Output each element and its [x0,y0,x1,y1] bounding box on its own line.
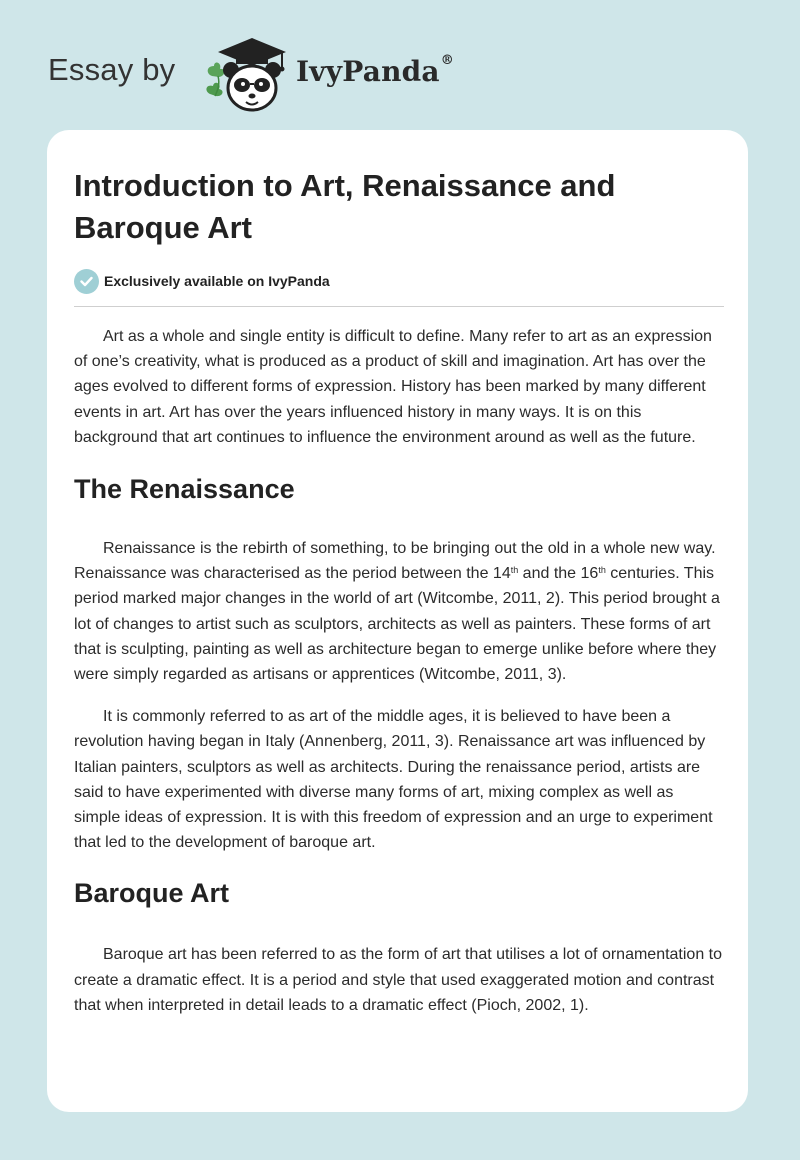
divider [74,306,724,307]
site-header [48,34,508,114]
registered-mark: ® [440,53,454,68]
baroque-paragraph-1: Baroque art has been referred to as the form of art that utilises a lot of ornamentation to create a dramatic effect. It is a period and style that used exaggerated motion and contrast that when interpreted in detail leads to a dramatic effect (Pioch, 2002, 1). [74,946,723,1014]
brand-name[interactable] [296,55,454,88]
baroque-heading: Baroque Art [74,878,230,909]
brand-text: IvyPanda [296,55,440,88]
exclusive-label: Exclusively available on IvyPanda [104,273,330,289]
renaissance-p1-text-c: centuries. This period marked major changes in the world of art (Witcombe, 2011, 2). This period brought a lot of changes to artist such as sculptors, architects as well as painters. These forms of art that is sculpting, painting as well as architecture began to emerge unlike before where they were simply regarded as artisans or apprentices (Witcombe, 2011, 3). [74,565,720,684]
renaissance-heading: The Renaissance [74,474,295,505]
check-icon [74,269,99,294]
essay-by-label: Essay by [48,52,176,87]
essay-card [47,130,748,1112]
superscript-th: th [510,565,519,576]
intro-paragraph: Art as a whole and single entity is difficult to define. Many refer to art as an expression of one’s creativity, what is produced as a product of skill and imagination. Art has over the ages evolved to different forms of expression. History has been marked by many different events in art. Art has over the years influenced history in many ways. It is on this background that art continues to influence the environment around as well as the future. [74,328,712,446]
renaissance-paragraph-1 [74,536,724,687]
superscript-th: th [598,565,606,576]
renaissance-p1-text-a: Renaissance is the rebirth of something, to be bringing out the old in a whole new way. Renaissance was characterised as the period between the 14 [74,540,716,583]
essay-title: Introduction to Art, Renaissance and Baroque Art [74,168,616,245]
renaissance-paragraph-2: It is commonly referred to as art of the middle ages, it is believed to have been a revolution having began in Italy (Annenberg, 2011, 3). Renaissance art was influenced by Italian painters, sculptors as well as architects. During the renaissance period, artists are said to have experimented with diverse many forms of art, mixing complex as well as simple ideas of expression. It is with this freedom of expression and an urge to experiment that led to the development of baroque art. [74,708,713,852]
ivypanda-panda-logo-icon[interactable] [202,36,296,114]
exclusive-notice [74,268,724,294]
renaissance-p1-text-b: and the 16 [518,565,599,583]
essay-content [74,130,724,1018]
